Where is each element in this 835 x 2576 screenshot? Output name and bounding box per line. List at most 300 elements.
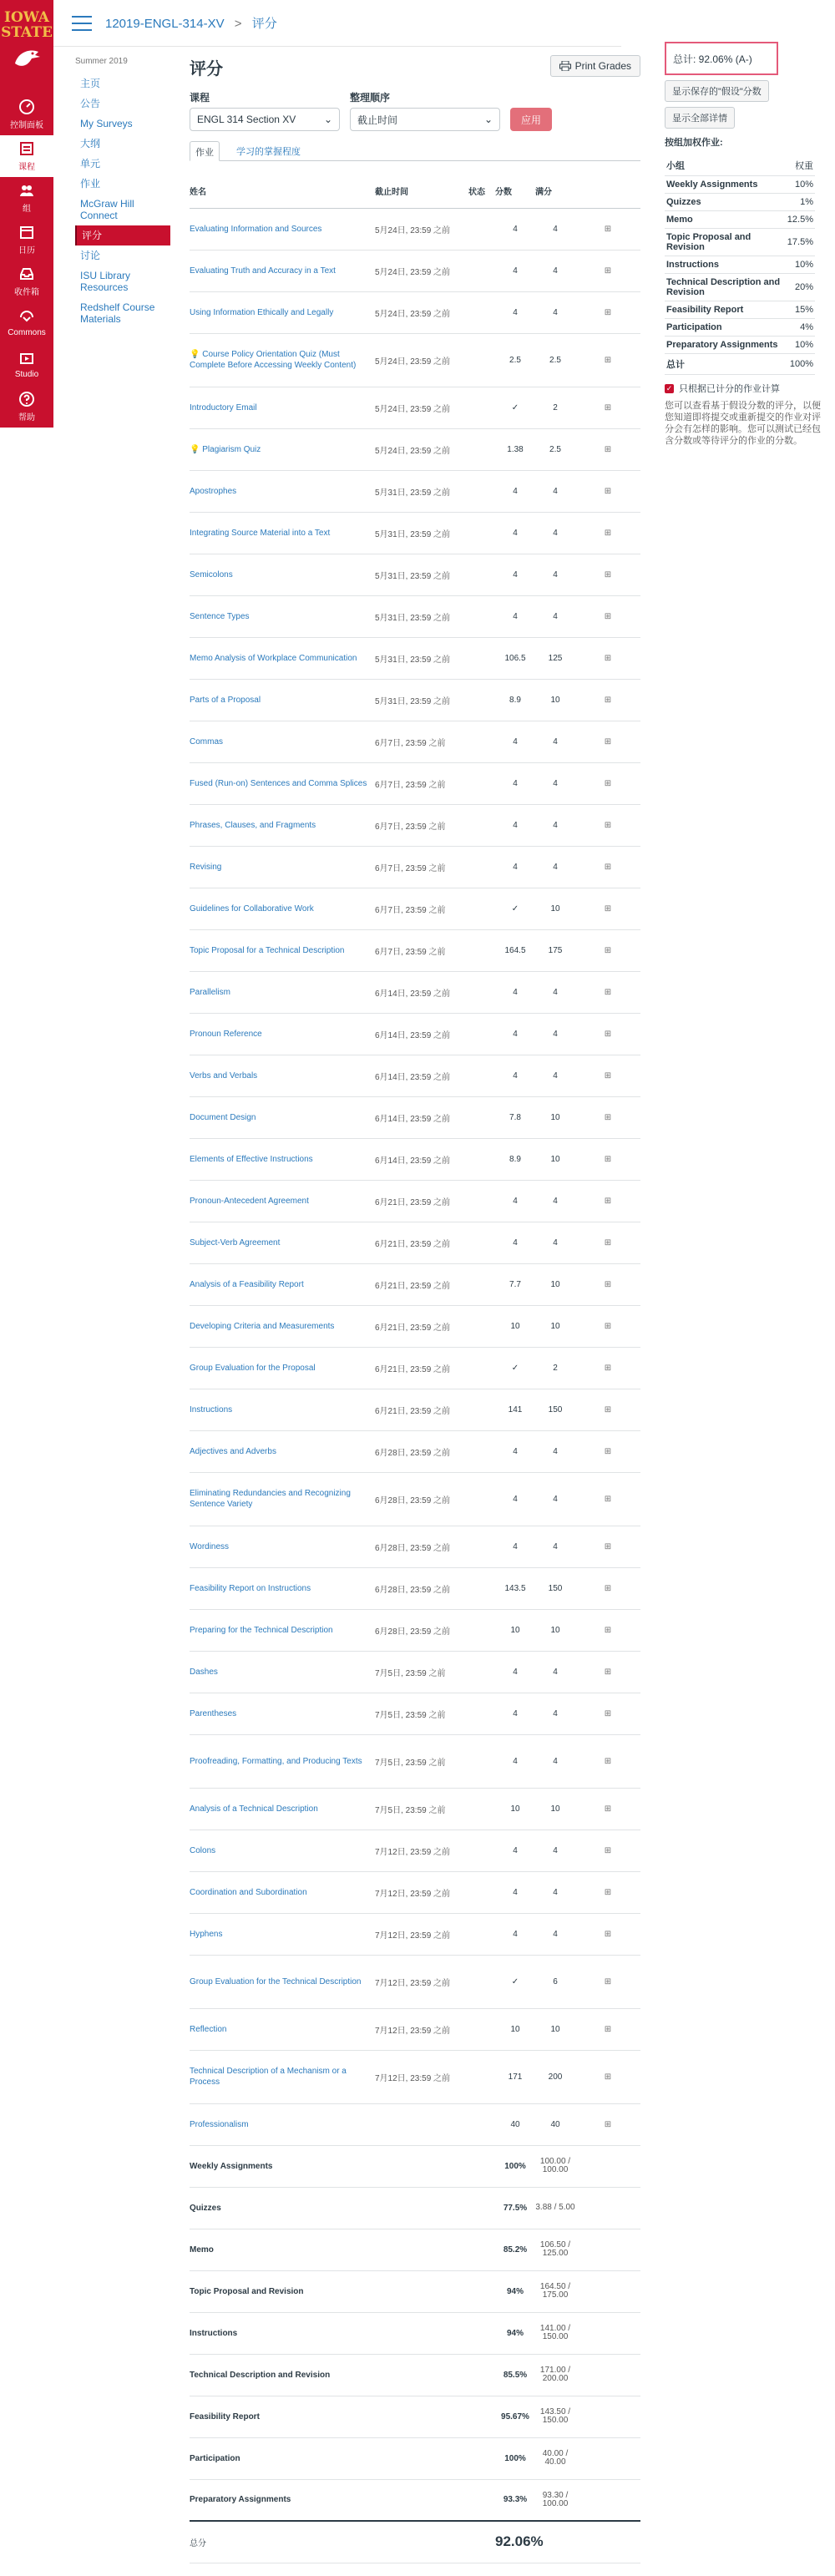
assignment-row <box>190 888 640 929</box>
assignment-link[interactable]: Coordination and Subordination <box>190 1887 307 1897</box>
assignment-link[interactable]: Wordiness <box>190 1541 230 1551</box>
course-nav-item[interactable]: 评分 <box>75 225 170 245</box>
assignment-out-of: 4 <box>535 595 575 637</box>
assignment-score: 4 <box>495 250 535 291</box>
rubric-icon[interactable]: ⊞ <box>604 1196 612 1206</box>
assignment-link[interactable]: Reflection <box>190 2024 227 2034</box>
assignment-due: 7月12日, 23:59 之前 <box>375 1913 468 1955</box>
assignment-link[interactable]: Phrases, Clauses, and Fragments <box>190 820 316 830</box>
groups-icon <box>18 182 35 199</box>
group-total-row <box>190 2187 640 2229</box>
global-nav-item-6[interactable] <box>0 344 53 386</box>
rubric-icon[interactable]: ⊞ <box>604 653 612 663</box>
assignment-link[interactable]: Instructions <box>190 1404 233 1415</box>
assignment-link[interactable]: Group Evaluation for the Proposal <box>190 1363 316 1373</box>
assignment-due: 7月12日, 23:59 之前 <box>375 2050 468 2103</box>
assignment-due: 5月31日, 23:59 之前 <box>375 679 468 721</box>
assignment-due: 6月28日, 23:59 之前 <box>375 1430 468 1472</box>
course-nav-item[interactable]: 主页 <box>80 78 101 89</box>
group-total-name: Instructions <box>190 2312 375 2354</box>
assignment-out-of: 2 <box>535 387 575 428</box>
assignment-out-of: 200 <box>535 2050 575 2103</box>
rubric-icon[interactable]: ⊞ <box>604 1494 612 1504</box>
assignment-row <box>190 1871 640 1913</box>
assignment-out-of: 10 <box>535 888 575 929</box>
assignment-score: 4 <box>495 1830 535 1871</box>
rubric-icon[interactable]: ⊞ <box>604 1845 612 1855</box>
assignment-link[interactable]: Topic Proposal for a Technical Description <box>190 945 345 955</box>
assignment-row <box>190 291 640 333</box>
assignment-score: 4 <box>495 1222 535 1263</box>
column-header-out-of: 满分 <box>535 175 575 208</box>
rubric-icon[interactable]: ⊞ <box>604 1279 612 1289</box>
assignment-status <box>468 333 495 387</box>
global-nav-label: 日历 <box>18 246 35 256</box>
tab-mastery[interactable]: 学习的掌握程度 <box>236 147 301 157</box>
global-nav-item-1[interactable] <box>0 135 53 177</box>
chevron-down-icon: ⌄ <box>483 114 493 125</box>
assignment-link[interactable]: Course Policy Orientation Quiz (Must Complete Before Accessing Weekly Content) <box>190 350 357 370</box>
assignment-score: 10 <box>495 2008 535 2050</box>
assignment-score: 4 <box>495 1913 535 1955</box>
course-nav-item[interactable]: Redshelf Course Materials <box>80 301 155 325</box>
assignment-link[interactable]: Proofreading, Formatting, and Producing Texts <box>190 1756 362 1766</box>
assignment-link[interactable]: Professionalism <box>190 2119 249 2129</box>
course-nav-item[interactable]: 公告 <box>80 98 101 109</box>
assignment-due: 6月7日, 23:59 之前 <box>375 888 468 929</box>
course-nav-item[interactable]: ISU Library Resources <box>80 270 131 293</box>
group-total-fraction: 3.88 / 5.00 <box>535 2187 575 2229</box>
assignment-link[interactable]: Parallelism <box>190 987 230 997</box>
assignment-row <box>190 721 640 762</box>
course-nav-item[interactable]: McGraw Hill Connect <box>80 198 134 221</box>
group-total-row <box>190 2270 640 2312</box>
assignment-link[interactable]: Document Design <box>190 1112 256 1122</box>
group-total-percent: 85.5% <box>495 2354 535 2396</box>
assignment-score: 4 <box>495 971 535 1013</box>
group-total-fraction: 171.00 / 200.00 <box>535 2354 575 2396</box>
weight-group: Preparatory Assignments <box>665 337 786 354</box>
assignment-link[interactable]: Analysis of a Technical Description <box>190 1804 318 1814</box>
assignment-out-of: 4 <box>535 1472 575 1526</box>
assignment-out-of: 4 <box>535 1013 575 1055</box>
assignment-status <box>468 1096 495 1138</box>
assignment-link[interactable]: Preparing for the Technical Description <box>190 1625 333 1635</box>
assignment-due: 5月24日, 23:59 之前 <box>375 428 468 470</box>
assignment-due: 5月24日, 23:59 之前 <box>375 387 468 428</box>
group-total-percent: 85.2% <box>495 2229 535 2270</box>
rubric-icon[interactable]: ⊞ <box>604 355 612 365</box>
assignment-out-of: 4 <box>535 846 575 888</box>
assignment-link[interactable]: Parentheses <box>190 1708 237 1718</box>
assignment-row <box>190 208 640 250</box>
assignment-status <box>468 1526 495 1567</box>
assignment-status <box>468 1263 495 1305</box>
hamburger-menu-icon[interactable] <box>72 16 92 31</box>
assignment-due: 5月24日, 23:59 之前 <box>375 291 468 333</box>
assignment-out-of: 4 <box>535 1913 575 1955</box>
weight-value: 10% <box>786 176 815 194</box>
print-grades-button[interactable] <box>550 55 640 77</box>
lightbulb-icon: 💡 <box>190 350 200 359</box>
assignment-link[interactable]: Eliminating Redundancies and Recognizing Sentence Variety <box>190 1489 351 1509</box>
weight-value: 10% <box>786 337 815 354</box>
assignment-due: 5月31日, 23:59 之前 <box>375 512 468 554</box>
university-logo[interactable] <box>0 0 53 94</box>
assignment-out-of: 10 <box>535 1263 575 1305</box>
breadcrumb-course[interactable]: 12019-ENGL-314-XV <box>105 17 225 31</box>
breadcrumb <box>105 14 277 32</box>
course-nav-item[interactable]: 单元 <box>80 158 101 170</box>
group-total-percent: 95.67% <box>495 2396 535 2437</box>
assignment-score: 4 <box>495 512 535 554</box>
group-total-fraction: 40.00 / 40.00 <box>535 2437 575 2479</box>
rubric-icon[interactable]: ⊞ <box>604 1667 612 1677</box>
sort-select-value: 截止时间 <box>357 114 398 126</box>
assignment-row <box>190 971 640 1013</box>
assignment-row <box>190 804 640 846</box>
assignment-link[interactable]: Adjectives and Adverbs <box>190 1446 276 1456</box>
weight-row <box>665 211 815 229</box>
global-nav-item-2[interactable] <box>0 177 53 219</box>
assignment-row <box>190 1651 640 1693</box>
weight-row <box>665 319 815 337</box>
grade-sidebar <box>665 42 828 447</box>
assignment-out-of: 4 <box>535 1526 575 1567</box>
weights-table <box>665 155 815 375</box>
rubric-icon[interactable]: ⊞ <box>604 820 612 830</box>
assignment-status <box>468 470 495 512</box>
assignment-score: 4 <box>495 1013 535 1055</box>
breadcrumb-current: 评分 <box>251 17 277 31</box>
assignment-due: 6月28日, 23:59 之前 <box>375 1472 468 1526</box>
assignment-due: 5月24日, 23:59 之前 <box>375 333 468 387</box>
group-total-fraction: 106.50 / 125.00 <box>535 2229 575 2270</box>
chevron-down-icon: ⌄ <box>323 114 332 125</box>
weight-group: Weekly Assignments <box>665 176 786 194</box>
rubric-icon[interactable]: ⊞ <box>604 1929 612 1939</box>
assignment-link[interactable]: Integrating Source Material into a Text <box>190 528 331 538</box>
assignment-due: 6月28日, 23:59 之前 <box>375 1526 468 1567</box>
assignment-row <box>190 762 640 804</box>
assignment-link[interactable]: Verbs and Verbals <box>190 1070 258 1081</box>
rubric-icon[interactable]: ⊞ <box>604 402 612 412</box>
assignment-row <box>190 637 640 679</box>
assignment-status <box>468 1788 495 1830</box>
courses-icon <box>18 140 35 157</box>
group-total-percent: 94% <box>495 2312 535 2354</box>
assignment-row <box>190 1138 640 1180</box>
assignment-due: 7月12日, 23:59 之前 <box>375 2008 468 2050</box>
rubric-icon[interactable]: ⊞ <box>604 1112 612 1122</box>
logo-text-bottom: STATE <box>1 24 53 41</box>
assignment-out-of: 2.5 <box>535 333 575 387</box>
assignment-row <box>190 1567 640 1609</box>
assignment-out-of: 2 <box>535 1347 575 1389</box>
assignment-status <box>468 1138 495 1180</box>
assignment-row <box>190 470 640 512</box>
assignment-link[interactable]: Memo Analysis of Workplace Communication <box>190 653 357 663</box>
rubric-icon[interactable]: ⊞ <box>604 1363 612 1373</box>
rubric-icon[interactable]: ⊞ <box>604 987 612 997</box>
assignment-link[interactable]: Commas <box>190 736 224 746</box>
global-nav-item-4[interactable] <box>0 261 53 302</box>
assignment-link[interactable]: Revising <box>190 862 222 872</box>
rubric-icon[interactable]: ⊞ <box>604 528 612 538</box>
assignment-link[interactable]: Developing Criteria and Measurements <box>190 1321 335 1331</box>
assignment-status <box>468 1430 495 1472</box>
assignment-due: 6月21日, 23:59 之前 <box>375 1305 468 1347</box>
assignment-due: 6月14日, 23:59 之前 <box>375 1013 468 1055</box>
course-nav-item[interactable]: 讨论 <box>80 250 101 261</box>
assignment-out-of: 4 <box>535 971 575 1013</box>
weight-row <box>665 337 815 354</box>
rubric-icon[interactable]: ⊞ <box>604 266 612 276</box>
graded-only-label: 只根据已计分的作业计算 <box>679 384 780 394</box>
assignment-status <box>468 846 495 888</box>
lightbulb-icon: 💡 <box>190 444 200 454</box>
rubric-icon[interactable]: ⊞ <box>604 1154 612 1164</box>
assignment-score: ✓ <box>495 1347 535 1389</box>
assignment-due: 6月14日, 23:59 之前 <box>375 1055 468 1096</box>
course-nav-item[interactable]: 大纲 <box>80 138 101 149</box>
assignment-score: 4 <box>495 1734 535 1788</box>
assignment-score: 4 <box>495 1472 535 1526</box>
sort-select[interactable] <box>350 108 500 131</box>
assignment-status <box>468 1180 495 1222</box>
assignment-status <box>468 250 495 291</box>
global-nav <box>0 0 53 428</box>
assignment-due: 5月31日, 23:59 之前 <box>375 554 468 595</box>
assignment-status <box>468 637 495 679</box>
grades-table <box>190 175 640 2563</box>
weight-value: 12.5% <box>786 211 815 229</box>
assignment-link[interactable]: Parts of a Proposal <box>190 695 261 705</box>
assignment-status <box>468 554 495 595</box>
assignment-row <box>190 2103 640 2145</box>
assignment-status <box>468 1347 495 1389</box>
assignment-link[interactable]: Semicolons <box>190 569 233 579</box>
rubric-icon[interactable]: ⊞ <box>604 1583 612 1593</box>
assignment-out-of: 4 <box>535 1871 575 1913</box>
rubric-icon[interactable]: ⊞ <box>604 1756 612 1766</box>
group-total-percent: 94% <box>495 2270 535 2312</box>
page-title: 评分 <box>190 60 223 78</box>
tab-assignments[interactable]: 作业 <box>190 141 220 161</box>
assignment-link[interactable]: Evaluating Information and Sources <box>190 224 322 234</box>
assignment-link[interactable]: Feasibility Report on Instructions <box>190 1583 311 1593</box>
group-total-fraction: 143.50 / 150.00 <box>535 2396 575 2437</box>
rubric-icon[interactable]: ⊞ <box>604 695 612 705</box>
assignment-score: 4 <box>495 804 535 846</box>
graded-only-checkbox[interactable] <box>665 382 828 395</box>
assignment-due: 7月12日, 23:59 之前 <box>375 1955 468 2008</box>
rubric-icon[interactable]: ⊞ <box>604 1708 612 1718</box>
assignment-score: 4 <box>495 721 535 762</box>
assignment-link[interactable]: Subject-Verb Agreement <box>190 1237 281 1248</box>
assignment-link[interactable]: Analysis of a Feasibility Report <box>190 1279 304 1289</box>
assignment-link[interactable]: Fused (Run-on) Sentences and Comma Splices <box>190 778 367 788</box>
rubric-icon[interactable]: ⊞ <box>604 736 612 746</box>
rubric-icon[interactable]: ⊞ <box>604 1070 612 1081</box>
assignment-status <box>468 1567 495 1609</box>
assignment-status <box>468 929 495 971</box>
assignment-link[interactable]: Technical Description of a Mechanism or a Process <box>190 2067 347 2087</box>
assignment-row <box>190 929 640 971</box>
assignment-link[interactable]: Hyphens <box>190 1929 223 1939</box>
grand-total-row <box>190 2521 640 2563</box>
assignment-out-of: 4 <box>535 470 575 512</box>
global-nav-item-7[interactable] <box>0 386 53 428</box>
rubric-icon[interactable]: ⊞ <box>604 2024 612 2034</box>
assignment-row <box>190 1913 640 1955</box>
group-total-name: Feasibility Report <box>190 2396 375 2437</box>
rubric-icon[interactable]: ⊞ <box>604 1446 612 1456</box>
group-total-name: Weekly Assignments <box>190 2145 375 2187</box>
assignment-status <box>468 762 495 804</box>
course-select-label: 课程 <box>190 92 210 104</box>
assignment-row <box>190 595 640 637</box>
assignment-out-of: 125 <box>535 637 575 679</box>
assignment-link[interactable]: Sentence Types <box>190 611 250 621</box>
assignment-out-of: 4 <box>535 1430 575 1472</box>
rubric-icon[interactable]: ⊞ <box>604 444 612 454</box>
global-nav-label: Studio <box>14 370 39 379</box>
weight-value: 100% <box>786 354 815 375</box>
weight-row <box>665 229 815 256</box>
rubric-icon[interactable]: ⊞ <box>604 224 612 234</box>
assignment-out-of: 4 <box>535 762 575 804</box>
weight-group: Topic Proposal and Revision <box>665 229 786 256</box>
assignment-row <box>190 1096 640 1138</box>
assignment-link[interactable]: Group Evaluation for the Technical Description <box>190 1976 362 1986</box>
rubric-icon[interactable]: ⊞ <box>604 945 612 955</box>
global-nav-item-0[interactable] <box>0 94 53 135</box>
assignment-row <box>190 846 640 888</box>
global-nav-item-5[interactable] <box>0 302 53 344</box>
weight-group: Technical Description and Revision <box>665 274 786 301</box>
rubric-icon[interactable]: ⊞ <box>604 1237 612 1248</box>
group-total-row <box>190 2145 640 2187</box>
assignment-out-of: 175 <box>535 929 575 971</box>
course-select[interactable] <box>190 108 340 131</box>
rubric-icon[interactable]: ⊞ <box>604 1404 612 1415</box>
weight-value: 4% <box>786 319 815 337</box>
assignment-due: 6月28日, 23:59 之前 <box>375 1567 468 1609</box>
rubric-icon[interactable]: ⊞ <box>604 2072 612 2082</box>
assignment-due: 6月7日, 23:59 之前 <box>375 846 468 888</box>
weight-group: Quizzes <box>665 194 786 211</box>
rubric-icon[interactable]: ⊞ <box>604 1887 612 1897</box>
assignment-score: 4 <box>495 291 535 333</box>
assignment-link[interactable]: Using Information Ethically and Legally <box>190 307 334 317</box>
calendar-icon <box>18 224 35 240</box>
weight-row <box>665 274 815 301</box>
assignment-link[interactable]: Apostrophes <box>190 486 237 496</box>
rubric-icon[interactable]: ⊞ <box>604 307 612 317</box>
assignment-link[interactable]: Elements of Effective Instructions <box>190 1154 313 1164</box>
assignment-row <box>190 1347 640 1389</box>
assignment-link[interactable]: Plagiarism Quiz <box>202 444 261 454</box>
group-total-name: Technical Description and Revision <box>190 2354 375 2396</box>
assignment-due <box>375 2103 468 2145</box>
assignment-due: 6月21日, 23:59 之前 <box>375 1389 468 1430</box>
assignment-row <box>190 250 640 291</box>
assignment-score: 4 <box>495 470 535 512</box>
grand-total-percent: 92.06% <box>495 2521 575 2563</box>
help-icon <box>18 391 35 407</box>
assignment-link[interactable]: Pronoun Reference <box>190 1029 262 1039</box>
assignment-out-of: 4 <box>535 1055 575 1096</box>
rubric-icon[interactable]: ⊞ <box>604 1976 612 1986</box>
assignment-status <box>468 1651 495 1693</box>
rubric-icon[interactable]: ⊞ <box>604 2119 612 2129</box>
assignment-row <box>190 1430 640 1472</box>
show-all-details-button[interactable]: 显示全部详情 <box>665 107 735 129</box>
course-nav-item[interactable]: 作业 <box>80 178 101 190</box>
assignment-score: 4 <box>495 762 535 804</box>
assignment-row <box>190 333 640 387</box>
assignment-row <box>190 1013 640 1055</box>
rubric-icon[interactable]: ⊞ <box>604 611 612 621</box>
assignment-link[interactable]: Introductory Email <box>190 402 257 412</box>
rubric-icon[interactable]: ⊞ <box>604 1804 612 1814</box>
rubric-icon[interactable]: ⊞ <box>604 1321 612 1331</box>
rubric-icon[interactable]: ⊞ <box>604 1625 612 1635</box>
course-nav-item[interactable]: My Surveys <box>80 118 133 129</box>
assignment-link[interactable]: Guidelines for Collaborative Work <box>190 903 314 913</box>
rubric-icon[interactable]: ⊞ <box>604 486 612 496</box>
rubric-icon[interactable]: ⊞ <box>604 1541 612 1551</box>
assignment-score: 1.38 <box>495 428 535 470</box>
assignment-row <box>190 1788 640 1830</box>
group-total-row <box>190 2479 640 2521</box>
assignment-score: 4 <box>495 1871 535 1913</box>
assignment-due: 5月24日, 23:59 之前 <box>375 250 468 291</box>
assignment-status <box>468 1472 495 1526</box>
assignment-link[interactable]: Colons <box>190 1845 216 1855</box>
assignment-out-of: 10 <box>535 679 575 721</box>
assignment-status <box>468 2008 495 2050</box>
assignment-score: 2.5 <box>495 333 535 387</box>
rubric-icon[interactable]: ⊞ <box>604 903 612 913</box>
rubric-icon[interactable]: ⊞ <box>604 778 612 788</box>
assignment-out-of: 2.5 <box>535 428 575 470</box>
rubric-icon[interactable]: ⊞ <box>604 862 612 872</box>
assignment-link[interactable]: Pronoun-Antecedent Agreement <box>190 1196 309 1206</box>
rubric-icon[interactable]: ⊞ <box>604 1029 612 1039</box>
rubric-icon[interactable]: ⊞ <box>604 569 612 579</box>
grand-total-label: 总分 <box>190 2521 375 2563</box>
assignment-row <box>190 2050 640 2103</box>
global-nav-item-3[interactable] <box>0 219 53 261</box>
show-saved-what-if-button[interactable]: 显示保存的"假设"分数 <box>665 80 769 102</box>
assignment-link[interactable]: Dashes <box>190 1667 218 1677</box>
assignment-status <box>468 1955 495 2008</box>
assignment-link[interactable]: Evaluating Truth and Accuracy in a Text <box>190 266 336 276</box>
assignment-row <box>190 1526 640 1567</box>
assignment-due: 6月7日, 23:59 之前 <box>375 762 468 804</box>
weight-value: 1% <box>786 194 815 211</box>
assignment-out-of: 4 <box>535 291 575 333</box>
assignment-due: 5月31日, 23:59 之前 <box>375 470 468 512</box>
assignment-row <box>190 1055 640 1096</box>
group-total-row <box>190 2396 640 2437</box>
assignment-out-of: 10 <box>535 1138 575 1180</box>
apply-button[interactable]: 应用 <box>510 108 552 131</box>
assignment-score: 4 <box>495 595 535 637</box>
assignment-status <box>468 208 495 250</box>
